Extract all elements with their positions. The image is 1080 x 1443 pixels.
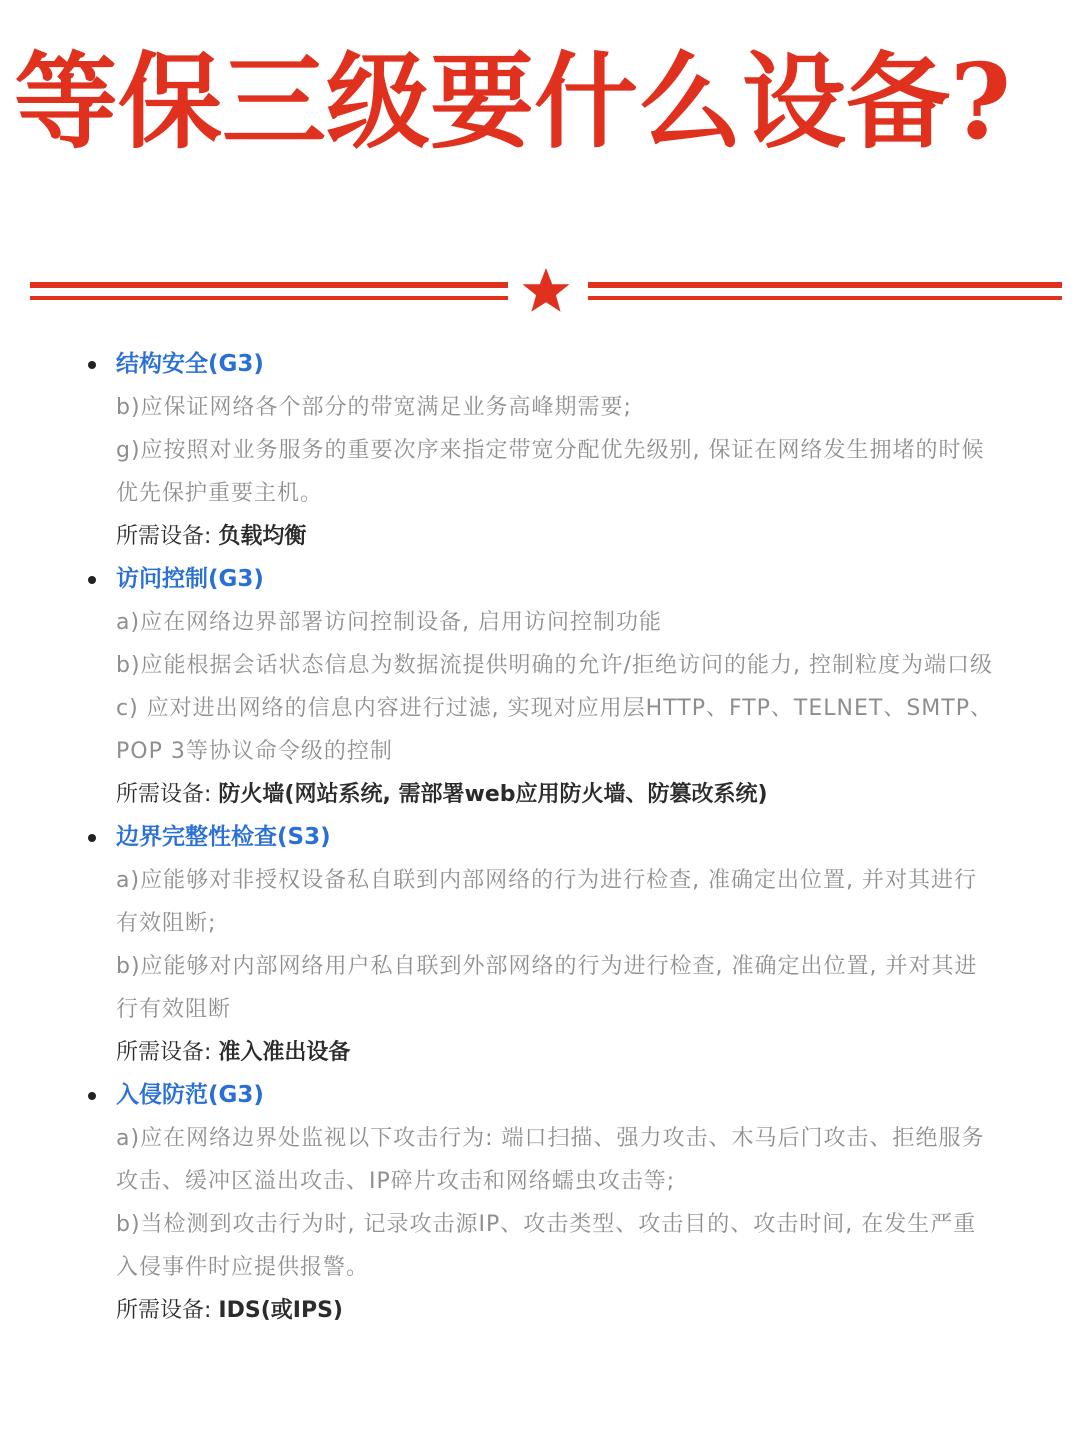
decorative-divider bbox=[0, 262, 1080, 322]
required-equipment-value: 防火墙(网站系统, 需部署web应用防火墙、防篡改系统) bbox=[218, 782, 768, 807]
requirement-item: b)应能根据会话状态信息为数据流提供明确的允许/拒绝访问的能力, 控制粒度为端口级 bbox=[116, 653, 993, 678]
divider-left-lines bbox=[30, 282, 508, 300]
section-access-control bbox=[0, 558, 1080, 816]
required-equipment-value: 准入准出设备 bbox=[218, 1040, 351, 1065]
required-equipment bbox=[0, 1289, 1080, 1332]
section-heading bbox=[0, 1074, 1080, 1117]
section-heading-text: 结构安全(G3) bbox=[116, 351, 264, 377]
section-heading-text: 边界完整性检查(S3) bbox=[116, 824, 331, 850]
required-equipment bbox=[0, 515, 1080, 558]
section-structure-security bbox=[0, 343, 1080, 558]
required-equipment bbox=[0, 1031, 1080, 1074]
bullet-dot bbox=[88, 1092, 96, 1100]
section-heading-text: 入侵防范(G3) bbox=[116, 1082, 264, 1108]
required-equipment-value: IDS(或IPS) bbox=[218, 1298, 343, 1323]
requirement-item: b)当检测到攻击行为时, 记录攻击源IP、攻击类型、攻击目的、攻击时间, 在发生严重入侵事件时应提供报警。 bbox=[116, 1212, 977, 1280]
section-heading bbox=[0, 816, 1080, 859]
section-heading bbox=[0, 558, 1080, 601]
bullet-dot bbox=[88, 834, 96, 842]
requirement-item: b)应能够对内部网络用户私自联到外部网络的行为进行检查, 准确定出位置, 并对其进行有效阻断 bbox=[116, 954, 978, 1022]
bullet-dot bbox=[88, 361, 96, 369]
requirement-item: c) 应对进出网络的信息内容进行过滤, 实现对应用层HTTP、FTP、TELNET、SMTP、POP 3等协议命令级的控制 bbox=[116, 696, 993, 764]
required-equipment bbox=[0, 773, 1080, 816]
section-intrusion-prevention bbox=[0, 1074, 1080, 1332]
required-equipment-label: 所需设备: bbox=[116, 524, 212, 549]
requirement-item: a)应在网络边界部署访问控制设备, 启用访问控制功能 bbox=[116, 610, 663, 635]
required-equipment-label: 所需设备: bbox=[116, 1298, 212, 1323]
section-boundary-integrity bbox=[0, 816, 1080, 1074]
required-equipment-value: 负载均衡 bbox=[218, 524, 307, 549]
required-equipment-label: 所需设备: bbox=[116, 782, 212, 807]
star-icon bbox=[523, 268, 570, 312]
requirement-item: a)应能够对非授权设备私自联到内部网络的行为进行检查, 准确定出位置, 并对其进行有效阻断; bbox=[116, 868, 978, 936]
bullet-dot bbox=[88, 576, 96, 584]
divider-right-lines bbox=[588, 282, 1062, 300]
page-title: 等保三级要什么设备? bbox=[14, 40, 1011, 163]
section-heading-text: 访问控制(G3) bbox=[116, 566, 264, 592]
requirement-item: a)应在网络边界处监视以下攻击行为: 端口扫描、强力攻击、木马后门攻击、拒绝服务攻击、缓冲区溢出攻击、IP碎片攻击和网络蠕虫攻击等; bbox=[116, 1126, 985, 1194]
section-heading bbox=[0, 343, 1080, 386]
requirements-list bbox=[0, 343, 1080, 1332]
required-equipment-label: 所需设备: bbox=[116, 1040, 212, 1065]
requirement-item: g)应按照对业务服务的重要次序来指定带宽分配优先级别, 保证在网络发生拥堵的时候优先保护重要主机。 bbox=[116, 438, 985, 506]
requirement-item: b)应保证网络各个部分的带宽满足业务高峰期需要; bbox=[116, 395, 632, 420]
